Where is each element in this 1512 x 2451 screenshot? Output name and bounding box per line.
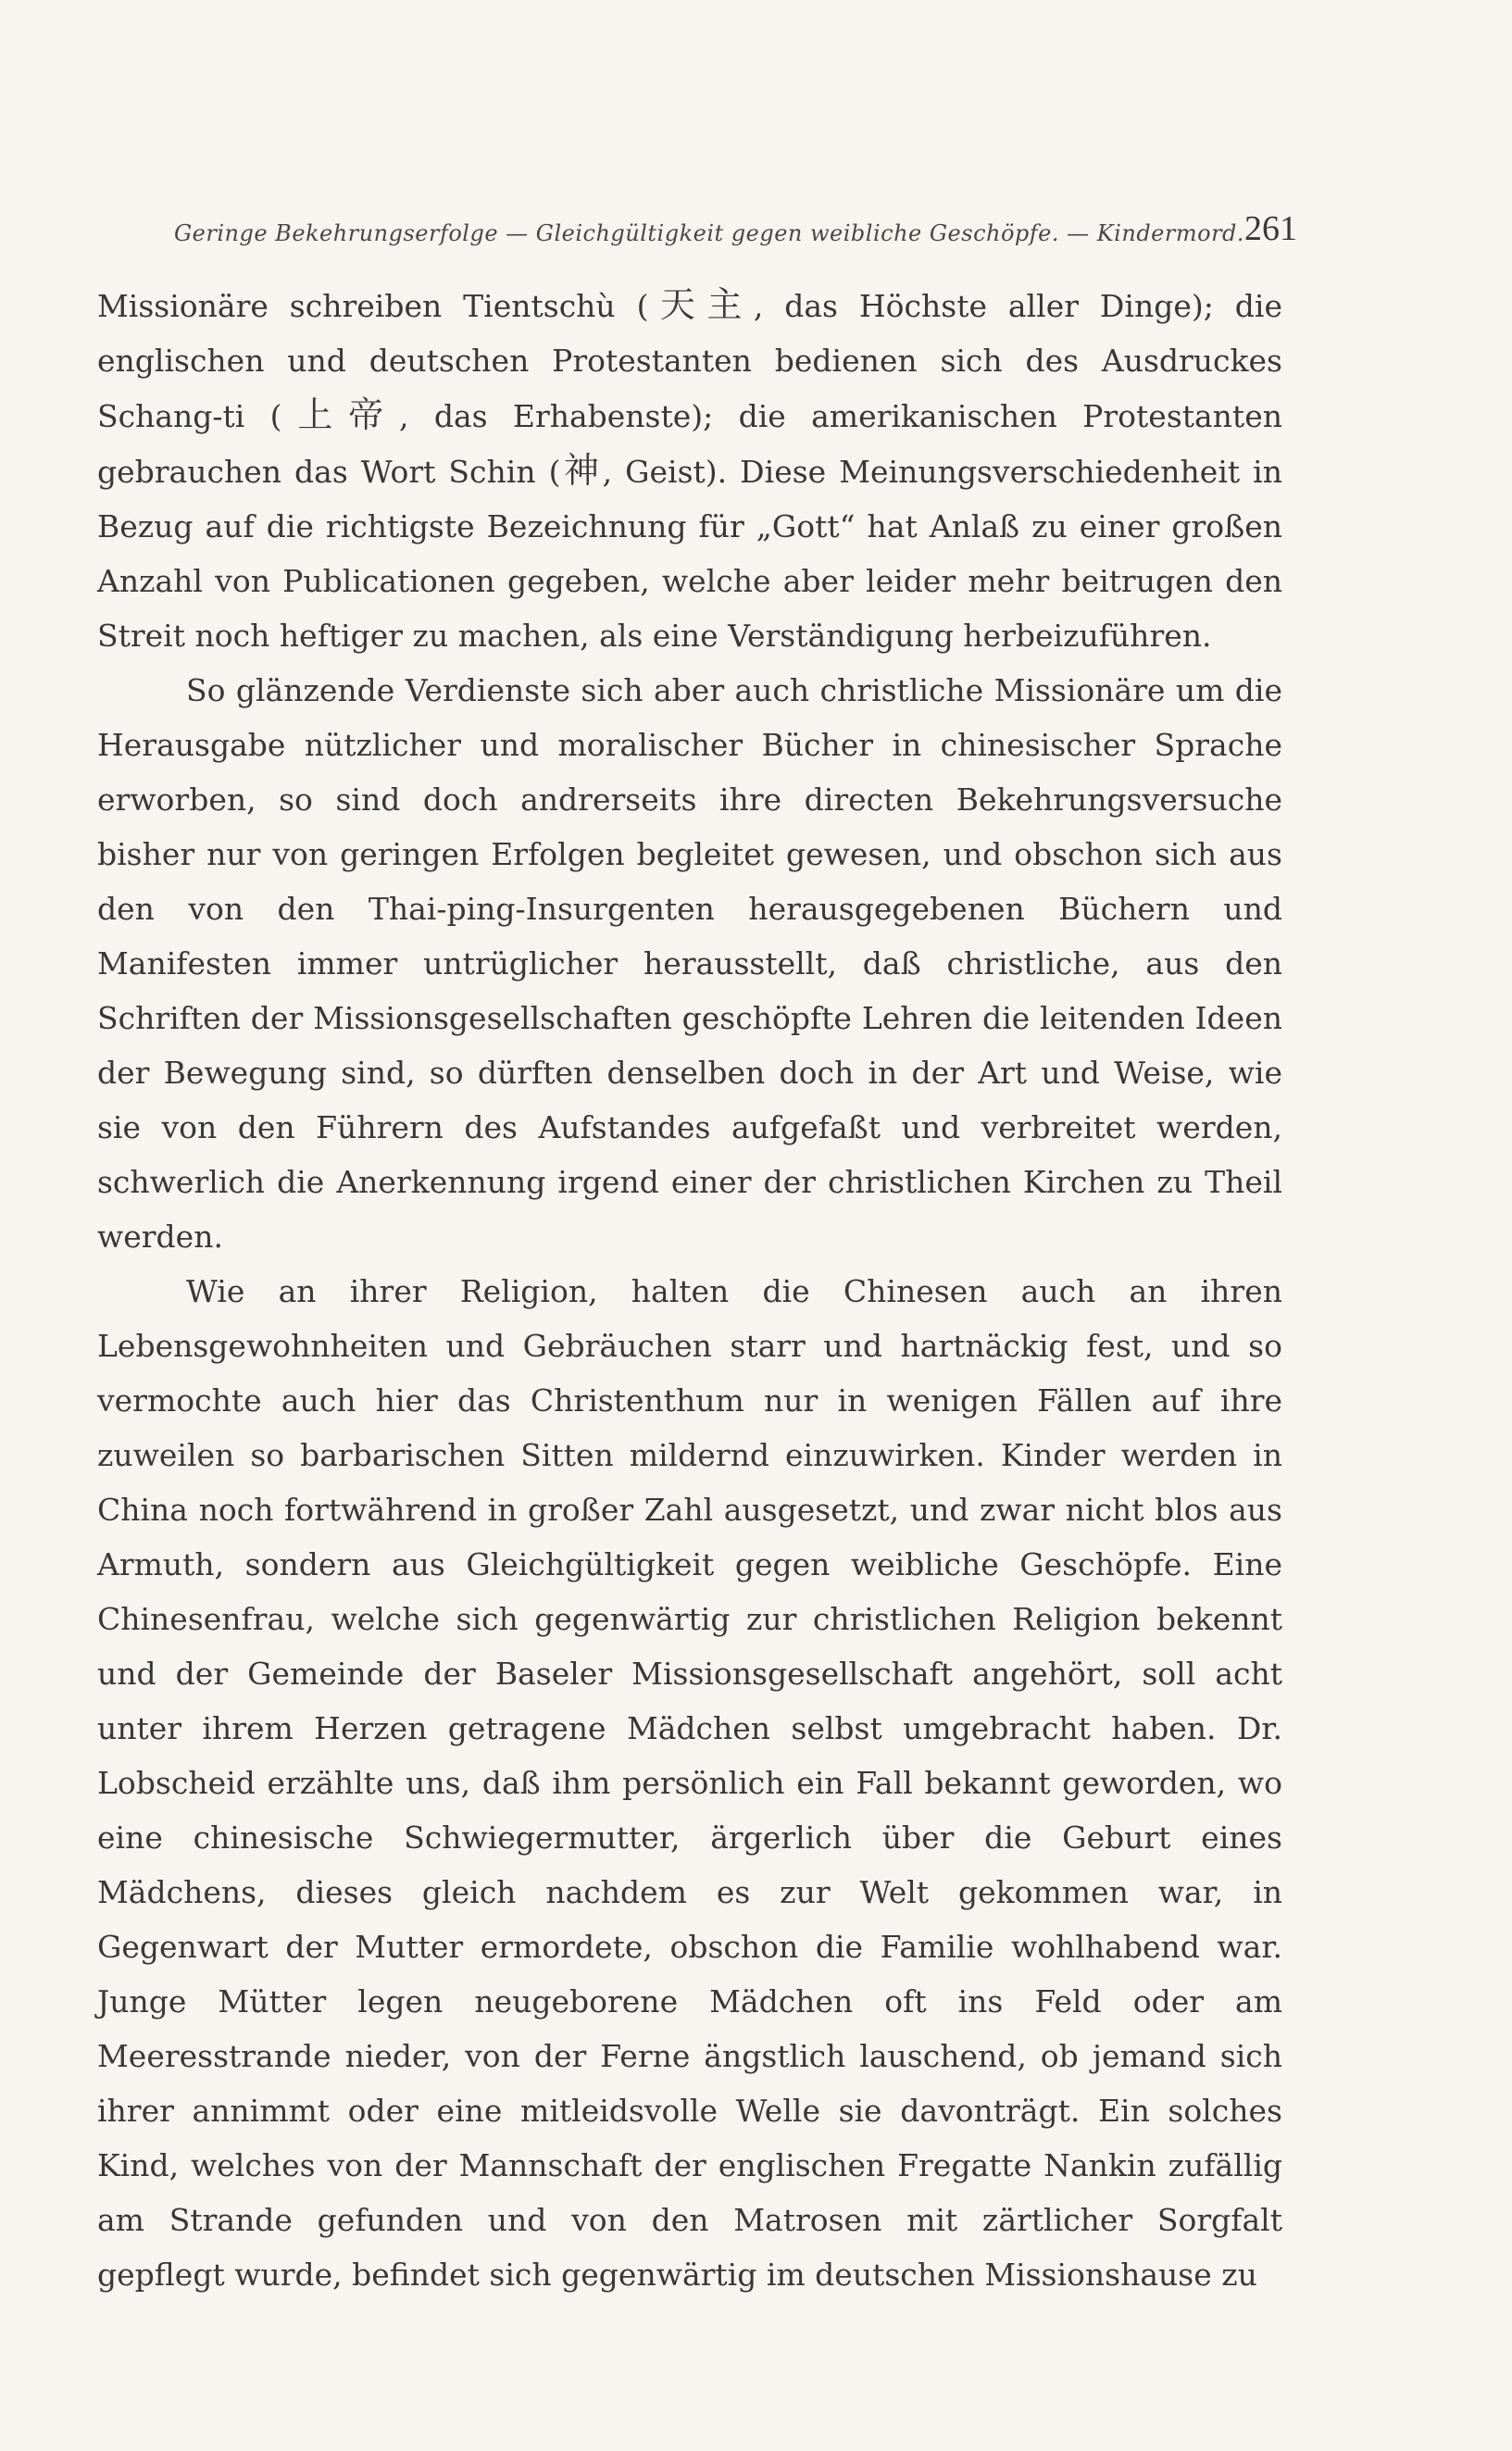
page-number: 261: [1244, 209, 1298, 248]
paragraph-3: Wie an ihrer Religion, halten die Chinesen auch an ihren Lebensgewohnheiten und Gebräuchen starr und hartnäckig fest, und so vermochte auch hier das Christenthum nur in wenigen Fällen auf ihre zuweilen so barbarischen Sitten mildernd einzuwirken. Kinder werden in China noch fortwährend in großer Zahl ausgesetzt, und zwar nicht blos aus Armuth, sondern aus Gleichgültigkeit gegen weibliche Geschöpfe. Eine Chinesenfrau, welche sich gegenwärtig zur christlichen Religion bekennt und der Gemeinde der Baseler Missionsgesellschaft angehört, soll acht unter ihrem Herzen getragene Mädchen selbst umgebracht haben. Dr. Lobscheid erzählte uns, daß ihm persönlich ein Fall bekannt geworden, wo eine chinesische Schwiegermutter, ärgerlich über die Geburt eines Mädchens, dieses gleich nachdem es zur Welt gekommen war, in Gegenwart der Mutter ermordete, obschon die Familie wohlhabend war. Junge Mütter legen neugeborene Mädchen oft ins Feld oder am Meeresstrande nieder, von der Ferne ängstlich lauschend, ob jemand sich ihrer annimmt oder eine mitleidsvolle Welle sie davonträgt. Ein solches Kind, welches von der Mannschaft der englischen Fregatte Nankin zufällig am Strande gefunden und von den Matrosen mit zärtlicher Sorgfalt gepflegt wurde, befindet sich gegenwärtig im deutschen Missionshause zu: [97, 1273, 1282, 2293]
paragraph-2: So glänzende Verdienste sich aber auch christliche Missionäre um die Herausgabe nützlicher und moralischer Bücher in chinesischer Sprache erworben, so sind doch andrerseits ihre directen Bekehrungsversuche bisher nur von geringen Erfolgen begleitet gewesen, und obschon sich aus den von den Thai-ping-Insurgenten herausgegebenen Büchern und Manifesten immer untrüglicher herausstellt, daß christliche, aus den Schriften der Missionsgesellschaften geschöpfte Lehren die leitenden Ideen der Bewegung sind, so dürften denselben doch in der Art und Weise, wie sie von den Führern des Aufstandes aufgefaßt und verbreitet werden, schwerlich die Anerkennung irgend einer der christlichen Kirchen zu Theil werden.: [97, 672, 1282, 1255]
chinese-term-schin: 神: [560, 450, 603, 491]
paragraph-1: [97, 278, 1282, 663]
paragraph-1-text: , das Höchste aller Dinge); die englischen und deutschen Protestanten bedienen sich des Ausdruckes Schang-ti (: [97, 288, 1282, 434]
paragraph-1-text: , das Erhabenste); die amerikanischen Protestanten gebrauchen das Wort Schin (: [97, 398, 1282, 490]
body-text: [97, 278, 1282, 2302]
running-title: Geringe Bekehrungserfolge — Gleichgültigkeit gegen weibliche Geschöpfe. — Kindermord.: [174, 220, 1245, 246]
chinese-term-schang-ti: 上帝: [281, 394, 400, 435]
paragraph-1-text: , Geist). Diese Meinungsverschiedenheit in Bezug auf die richtigste Bezeichnung für „Gott“ hat Anlaß zu einer großen Anzahl von Publicationen gegeben, welche aber leider mehr beitrugen den Streit noch heftiger zu machen, als eine Verständigung herbeizuführen.: [97, 454, 1282, 654]
page-header: [174, 204, 1298, 248]
paragraph-1-text: Missionäre schreiben Tientschù (: [97, 288, 649, 324]
chinese-term-tientschu: 天主: [648, 284, 754, 325]
